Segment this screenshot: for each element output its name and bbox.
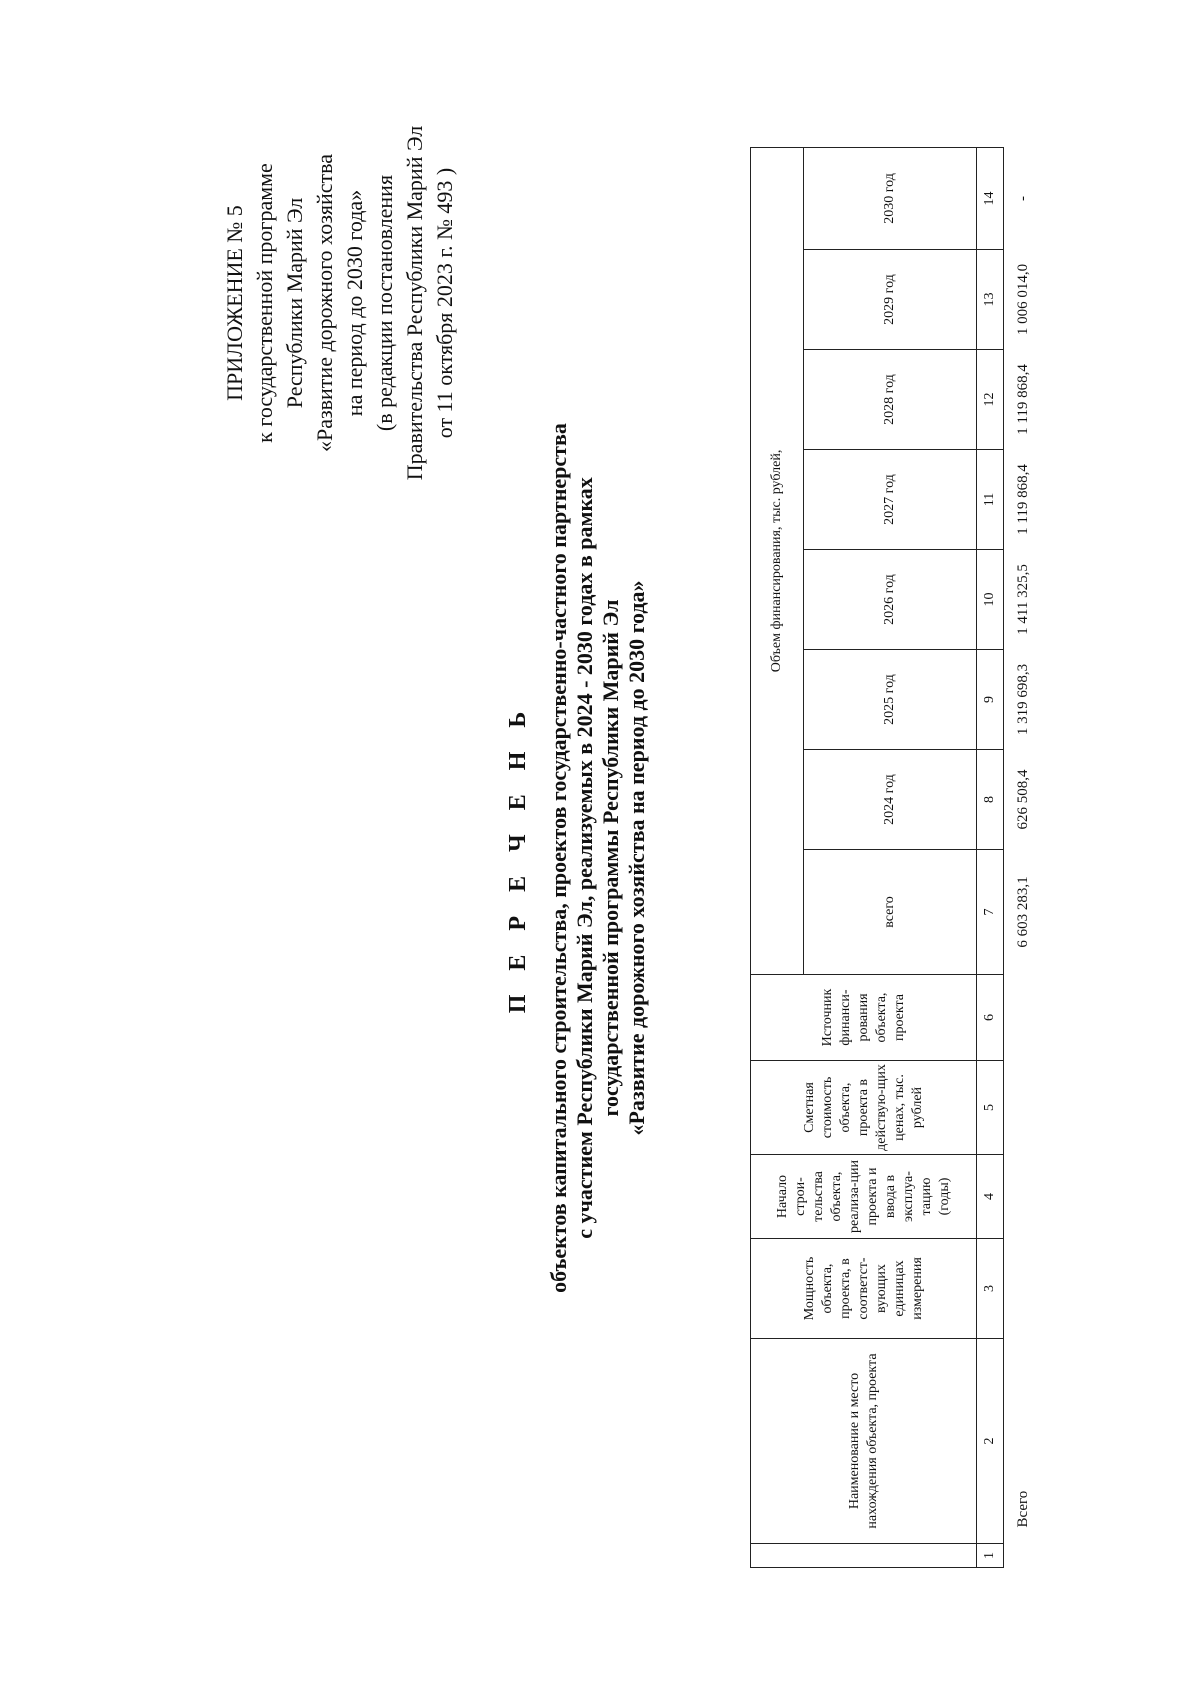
appendix-line: на период до 2030 года»	[342, 189, 367, 417]
title-line: государственной программы Республики Марий Эл	[598, 599, 623, 1117]
total-empty-cell	[1004, 1239, 1072, 1339]
title-line: объектов капитального строительства, проектов государственно-частного партнерства	[546, 423, 571, 1293]
total-value-all: 6 603 283,1	[1015, 876, 1031, 948]
column-number: 4	[977, 1155, 1004, 1239]
total-empty-cell	[1004, 975, 1072, 1061]
appendix-block	[220, 83, 460, 523]
column-number: 1	[977, 1544, 1004, 1568]
column-number: 12	[977, 350, 1004, 450]
column-number: 11	[977, 450, 1004, 550]
column-number: 14	[977, 147, 1004, 249]
appendix-line: к государственной программе	[252, 163, 277, 443]
column-number: 8	[977, 750, 1004, 850]
header-cell-year: 2027 год	[804, 450, 977, 550]
objects-table	[750, 147, 1071, 1568]
header-cell-year: 2025 год	[804, 650, 977, 750]
column-number-row	[977, 147, 1004, 1567]
header-cell-source: Источник финанси-рования объекта, проекта	[751, 975, 977, 1061]
total-value-2024: 626 508,4	[1015, 769, 1031, 830]
appendix-line: (в редакции постановления	[372, 174, 397, 432]
table-header-row	[751, 147, 804, 1567]
appendix-line: Правительства Республики Марий Эл	[402, 125, 427, 481]
total-label: Всего	[1015, 1490, 1031, 1528]
header-cell-year: 2030 год	[804, 147, 977, 249]
header-cell-total: всего	[804, 850, 977, 975]
appendix-line: от 11 октября 2023 г. № 493 )	[432, 167, 457, 439]
column-number: 10	[977, 550, 1004, 650]
header-cell-year: 2024 год	[804, 750, 977, 850]
appendix-line: «Развитие дорожного хозяйства	[312, 153, 337, 453]
header-cell-year: 2026 год	[804, 550, 977, 650]
column-number: 6	[977, 975, 1004, 1061]
header-cell-empty	[751, 1544, 977, 1568]
column-number: 3	[977, 1239, 1004, 1339]
total-empty-cell	[1004, 1061, 1072, 1155]
document-title	[505, 148, 650, 1568]
total-value-2029: 1 006 014,0	[1015, 263, 1031, 336]
header-cell-year: 2029 год	[804, 250, 977, 350]
appendix-line: ПРИЛОЖЕНИЕ № 5	[222, 205, 247, 401]
total-value-2027: 1 119 868,4	[1015, 464, 1031, 535]
column-number: 7	[977, 850, 1004, 975]
total-row	[1004, 147, 1072, 1567]
header-cell-year: 2028 год	[804, 350, 977, 450]
header-cell-capacity: Мощность объекта, проекта, в соответст-вующих единицах измерения	[751, 1239, 977, 1339]
total-value-2028: 1 119 868,4	[1015, 364, 1031, 435]
appendix-line: Республики Марий Эл	[282, 197, 307, 409]
title-line: «Развитие дорожного хозяйства на период до 2030 года»	[624, 580, 649, 1136]
column-number: 13	[977, 250, 1004, 350]
header-cell-cost: Сметная стоимость объекта, проекта в действую-щих ценах, тыс. рублей	[751, 1061, 977, 1155]
column-number: 5	[977, 1061, 1004, 1155]
header-cell-name: Наименование и место нахождения объекта, проекта	[751, 1339, 977, 1544]
column-number: 9	[977, 650, 1004, 750]
title-line: с участием Республики Марий Эл, реализуемых в 2024 - 2030 годах в рамках	[572, 477, 597, 1239]
header-cell-volume: Объем финансирования, тыс. рублей,	[751, 147, 804, 974]
document-page	[50, 48, 1080, 1648]
title-heading: П Е Р Е Ч Е Н Ь	[505, 702, 531, 1014]
header-cell-start: Начало строи-тельства объекта, реализа-ции проекта и ввода в эксплуа-тацию (годы)	[751, 1155, 977, 1239]
total-empty-cell	[1004, 1155, 1072, 1239]
column-number: 2	[977, 1339, 1004, 1544]
total-value-2026: 1 411 325,5	[1015, 564, 1031, 635]
total-value-2025: 1 319 698,3	[1015, 663, 1031, 736]
total-value-2030: -	[1015, 195, 1031, 201]
